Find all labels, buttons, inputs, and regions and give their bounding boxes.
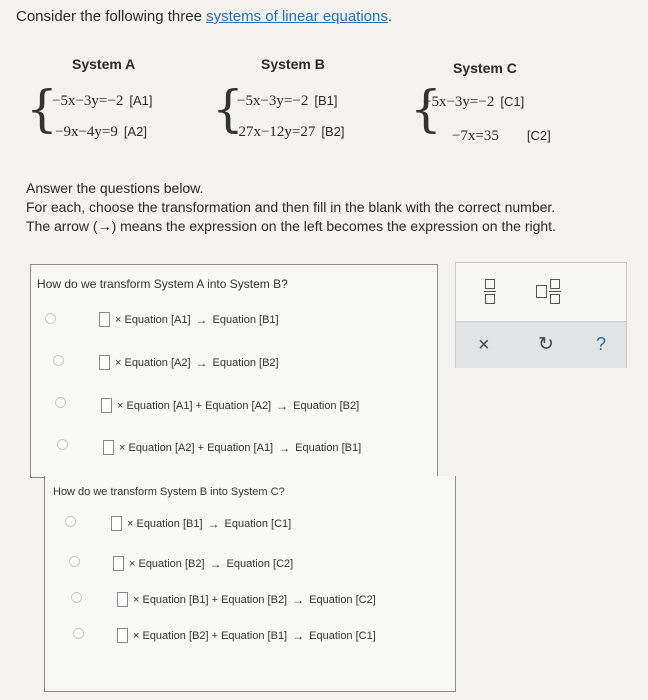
- q1-option-1-blank[interactable]: [99, 312, 110, 327]
- q2-option-2: × Equation [B2] → Equation [C2]: [113, 556, 293, 571]
- q1-option-2-radio[interactable]: [53, 355, 64, 366]
- q2-option-3: × Equation [B1] + Equation [B2] → Equation [C2]: [117, 592, 376, 607]
- system-c-heading: System C: [453, 60, 517, 76]
- equation-a1: −5x−3y=−2 [A1]: [52, 93, 153, 109]
- q1-option-4: × Equation [A2] + Equation [A1] → Equation [B1]: [103, 440, 361, 455]
- q1-option-2: × Equation [A2] → Equation [B2]: [99, 355, 279, 370]
- q1-option-3-radio[interactable]: [55, 397, 66, 408]
- question-1-title: How do we transform System A into System B?: [37, 277, 288, 291]
- help-icon[interactable]: ?: [596, 334, 607, 354]
- q1-option-4-blank[interactable]: [103, 440, 114, 455]
- question-2-title: How do we transform System B into System C?: [53, 486, 285, 498]
- system-c-brace: {: [410, 80, 442, 138]
- instruction-line-2: For each, choose the transformation and then fill in the blank with the correct number.: [26, 199, 556, 215]
- mixed-number-icon[interactable]: [536, 279, 561, 304]
- q1-option-3: × Equation [A1] + Equation [A2] → Equation [B2]: [101, 398, 359, 413]
- q2-option-4-radio[interactable]: [73, 628, 84, 639]
- systems-link[interactable]: systems of linear equations: [206, 8, 388, 25]
- q2-option-1: × Equation [B1] → Equation [C1]: [111, 516, 291, 531]
- q1-option-3-blank[interactable]: [101, 398, 112, 413]
- equation-c1: −5x−3y=−2 [C1]: [423, 94, 525, 110]
- q2-option-2-blank[interactable]: [113, 556, 124, 571]
- system-a-brace: {: [26, 80, 58, 138]
- q2-option-4: × Equation [B2] + Equation [B1] → Equation [C1]: [117, 628, 376, 643]
- equation-b2: −27x−12y=27 [B2]: [230, 124, 345, 140]
- clear-icon[interactable]: ×: [478, 334, 490, 356]
- q1-option-4-radio[interactable]: [57, 439, 68, 450]
- toolbox-action-bar: [456, 321, 626, 368]
- q2-option-2-radio[interactable]: [69, 556, 80, 567]
- q1-option-1: × Equation [A1] → Equation [B1]: [99, 312, 279, 327]
- q1-option-1-radio[interactable]: [45, 313, 56, 324]
- q2-option-1-blank[interactable]: [111, 516, 122, 531]
- undo-icon[interactable]: ↻: [538, 334, 554, 355]
- equation-b1: −5x−3y=−2 [B1]: [237, 93, 338, 109]
- math-toolbox: [455, 262, 627, 368]
- system-b-heading: System B: [261, 56, 325, 72]
- system-b-brace: {: [212, 80, 244, 138]
- q2-option-3-blank[interactable]: [117, 592, 128, 607]
- question-1-panel: [30, 264, 438, 478]
- title-suffix: .: [387, 8, 393, 25]
- equation-c2: −7x=35 [C2]: [452, 128, 551, 144]
- problem-title: [16, 8, 392, 25]
- title-prefix: Consider the following three: [16, 8, 207, 25]
- q2-option-3-radio[interactable]: [71, 592, 82, 603]
- instruction-line-1: Answer the questions below.: [26, 180, 204, 196]
- system-a-heading: System A: [72, 56, 136, 72]
- q2-option-4-blank[interactable]: [117, 628, 128, 643]
- instruction-line-3: The arrow (→) means the expression on the left becomes the expression on the right.: [26, 218, 556, 234]
- q2-option-1-radio[interactable]: [65, 516, 76, 527]
- q1-option-2-blank[interactable]: [99, 355, 110, 370]
- fraction-icon[interactable]: [484, 279, 496, 304]
- equation-a2: −9x−4y=9 [A2]: [55, 124, 148, 140]
- question-2-panel: [44, 476, 456, 692]
